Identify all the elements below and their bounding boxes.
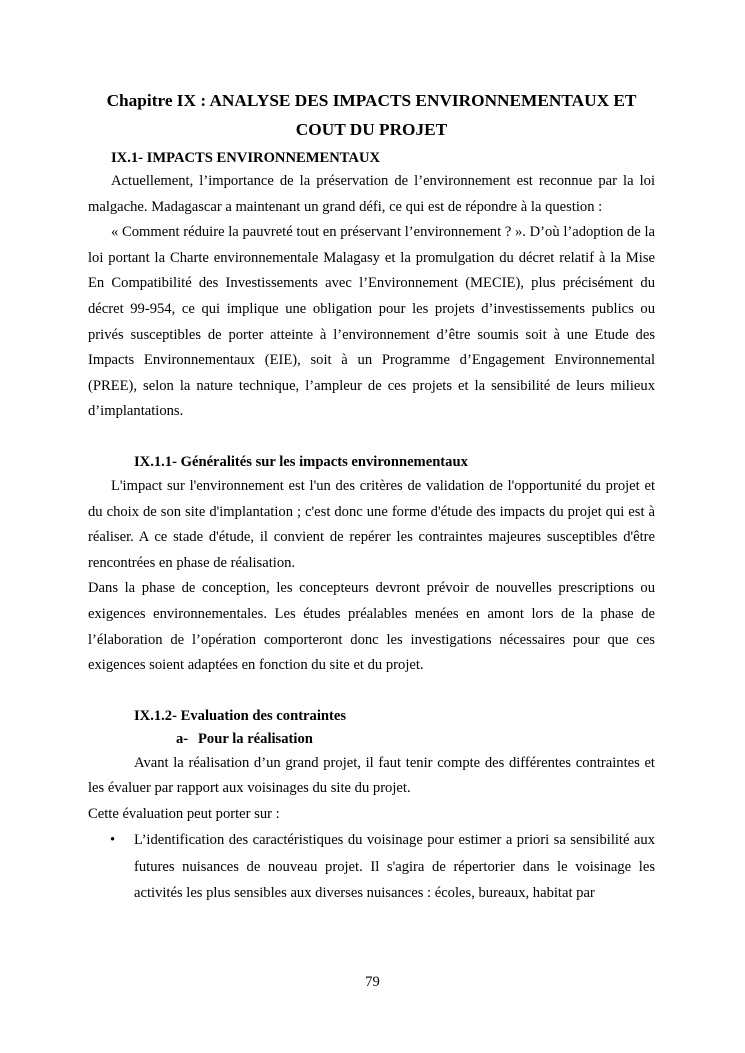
bullet-icon: •	[110, 832, 116, 849]
bullet-list	[88, 827, 655, 905]
section-heading-ix-1-2: IX.1.2- Evaluation des contraintes	[134, 707, 347, 724]
document-page	[88, 86, 655, 906]
chapter-title	[88, 86, 655, 144]
section-ix-1-paragraph-1: Actuellement, l’importance de la préservation de l’environnement est reconnue par la loi malgache. Madagascar a maintenant un grand défi, ce qui est de répondre à la question :	[88, 173, 655, 215]
list-item-text: L’identification des caractéristiques du voisinage pour estimer a priori sa sensibilité aux futures nuisances de nouveau projet. Il s'agira de répertorier dans le voisinage les activités les plus sensibles aux diverses nuisances : écoles, bureaux, habitat par	[134, 832, 655, 901]
section-ix-1-2-paragraph-1: Avant la réalisation d’un grand projet, il faut tenir compte des différentes contraintes et les évaluer par rapport aux voisinages du site du projet.	[88, 754, 655, 797]
section-ix-1-1-paragraph-2: Dans la phase de conception, les concepteurs devront prévoir de nouvelles prescriptions ou exigences environnementales. Les études préalables menées en amont lors de la phase de l’élaboration de l’opération comporteront donc les investigations nécessaires pour que ces exigences soient adaptées en fonction du site et du projet.	[88, 580, 655, 674]
subsection-heading-a	[176, 728, 655, 751]
subsection-title: Pour la réalisation	[198, 730, 313, 747]
section-ix-1-1-paragraph-1: L'impact sur l'environnement est l'un des critères de validation de l'opportunité du projet et du choix de son site d'implantation ; c'est donc une forme d'étude des impacts du projet qui est à réaliser. A ce stade d'étude, il convient de repérer les contraintes majeures susceptibles d'être rencontrées en phase de réalisation.	[88, 477, 655, 571]
chapter-title-line-2: COUT DU PROJET	[295, 120, 448, 139]
section-heading-ix-1-1: IX.1.1- Généralités sur les impacts environnementaux	[134, 453, 468, 470]
section-ix-1-paragraph-2: « Comment réduire la pauvreté tout en préservant l’environnement ? ». D’où l’adoption de la loi portant la Charte environnementale Malagasy et la promulgation du décret relatif à la Mise En Compatibilité des Investissements avec l’Environnement (MECIE), plus précisément du décret 99-954, ce qui implique une obligation pour les projets d’investissements publics ou privés susceptibles de porter atteinte à l’environnement d’être soumis soit à une Etude des Impacts Environnementaux (EIE), soit à un Programme d’Engagement Environnemental (PREE), selon la nature technique, l’ampleur de ces projets et la sensibilité de leurs milieux d’implantations.	[88, 224, 655, 420]
section-ix-1-2-paragraph-2: Cette évaluation peut porter sur :	[88, 805, 280, 822]
list-item	[110, 827, 655, 905]
chapter-title-line-1: Chapitre IX : ANALYSE DES IMPACTS ENVIRONNEMENTAUX ET	[106, 91, 637, 110]
spacer	[88, 679, 655, 705]
section-heading-ix-1: IX.1- IMPACTS ENVIRONNEMENTAUX	[111, 150, 381, 166]
spacer	[88, 425, 655, 451]
subsection-marker: a-	[176, 730, 189, 747]
page-number: 79	[365, 974, 380, 990]
